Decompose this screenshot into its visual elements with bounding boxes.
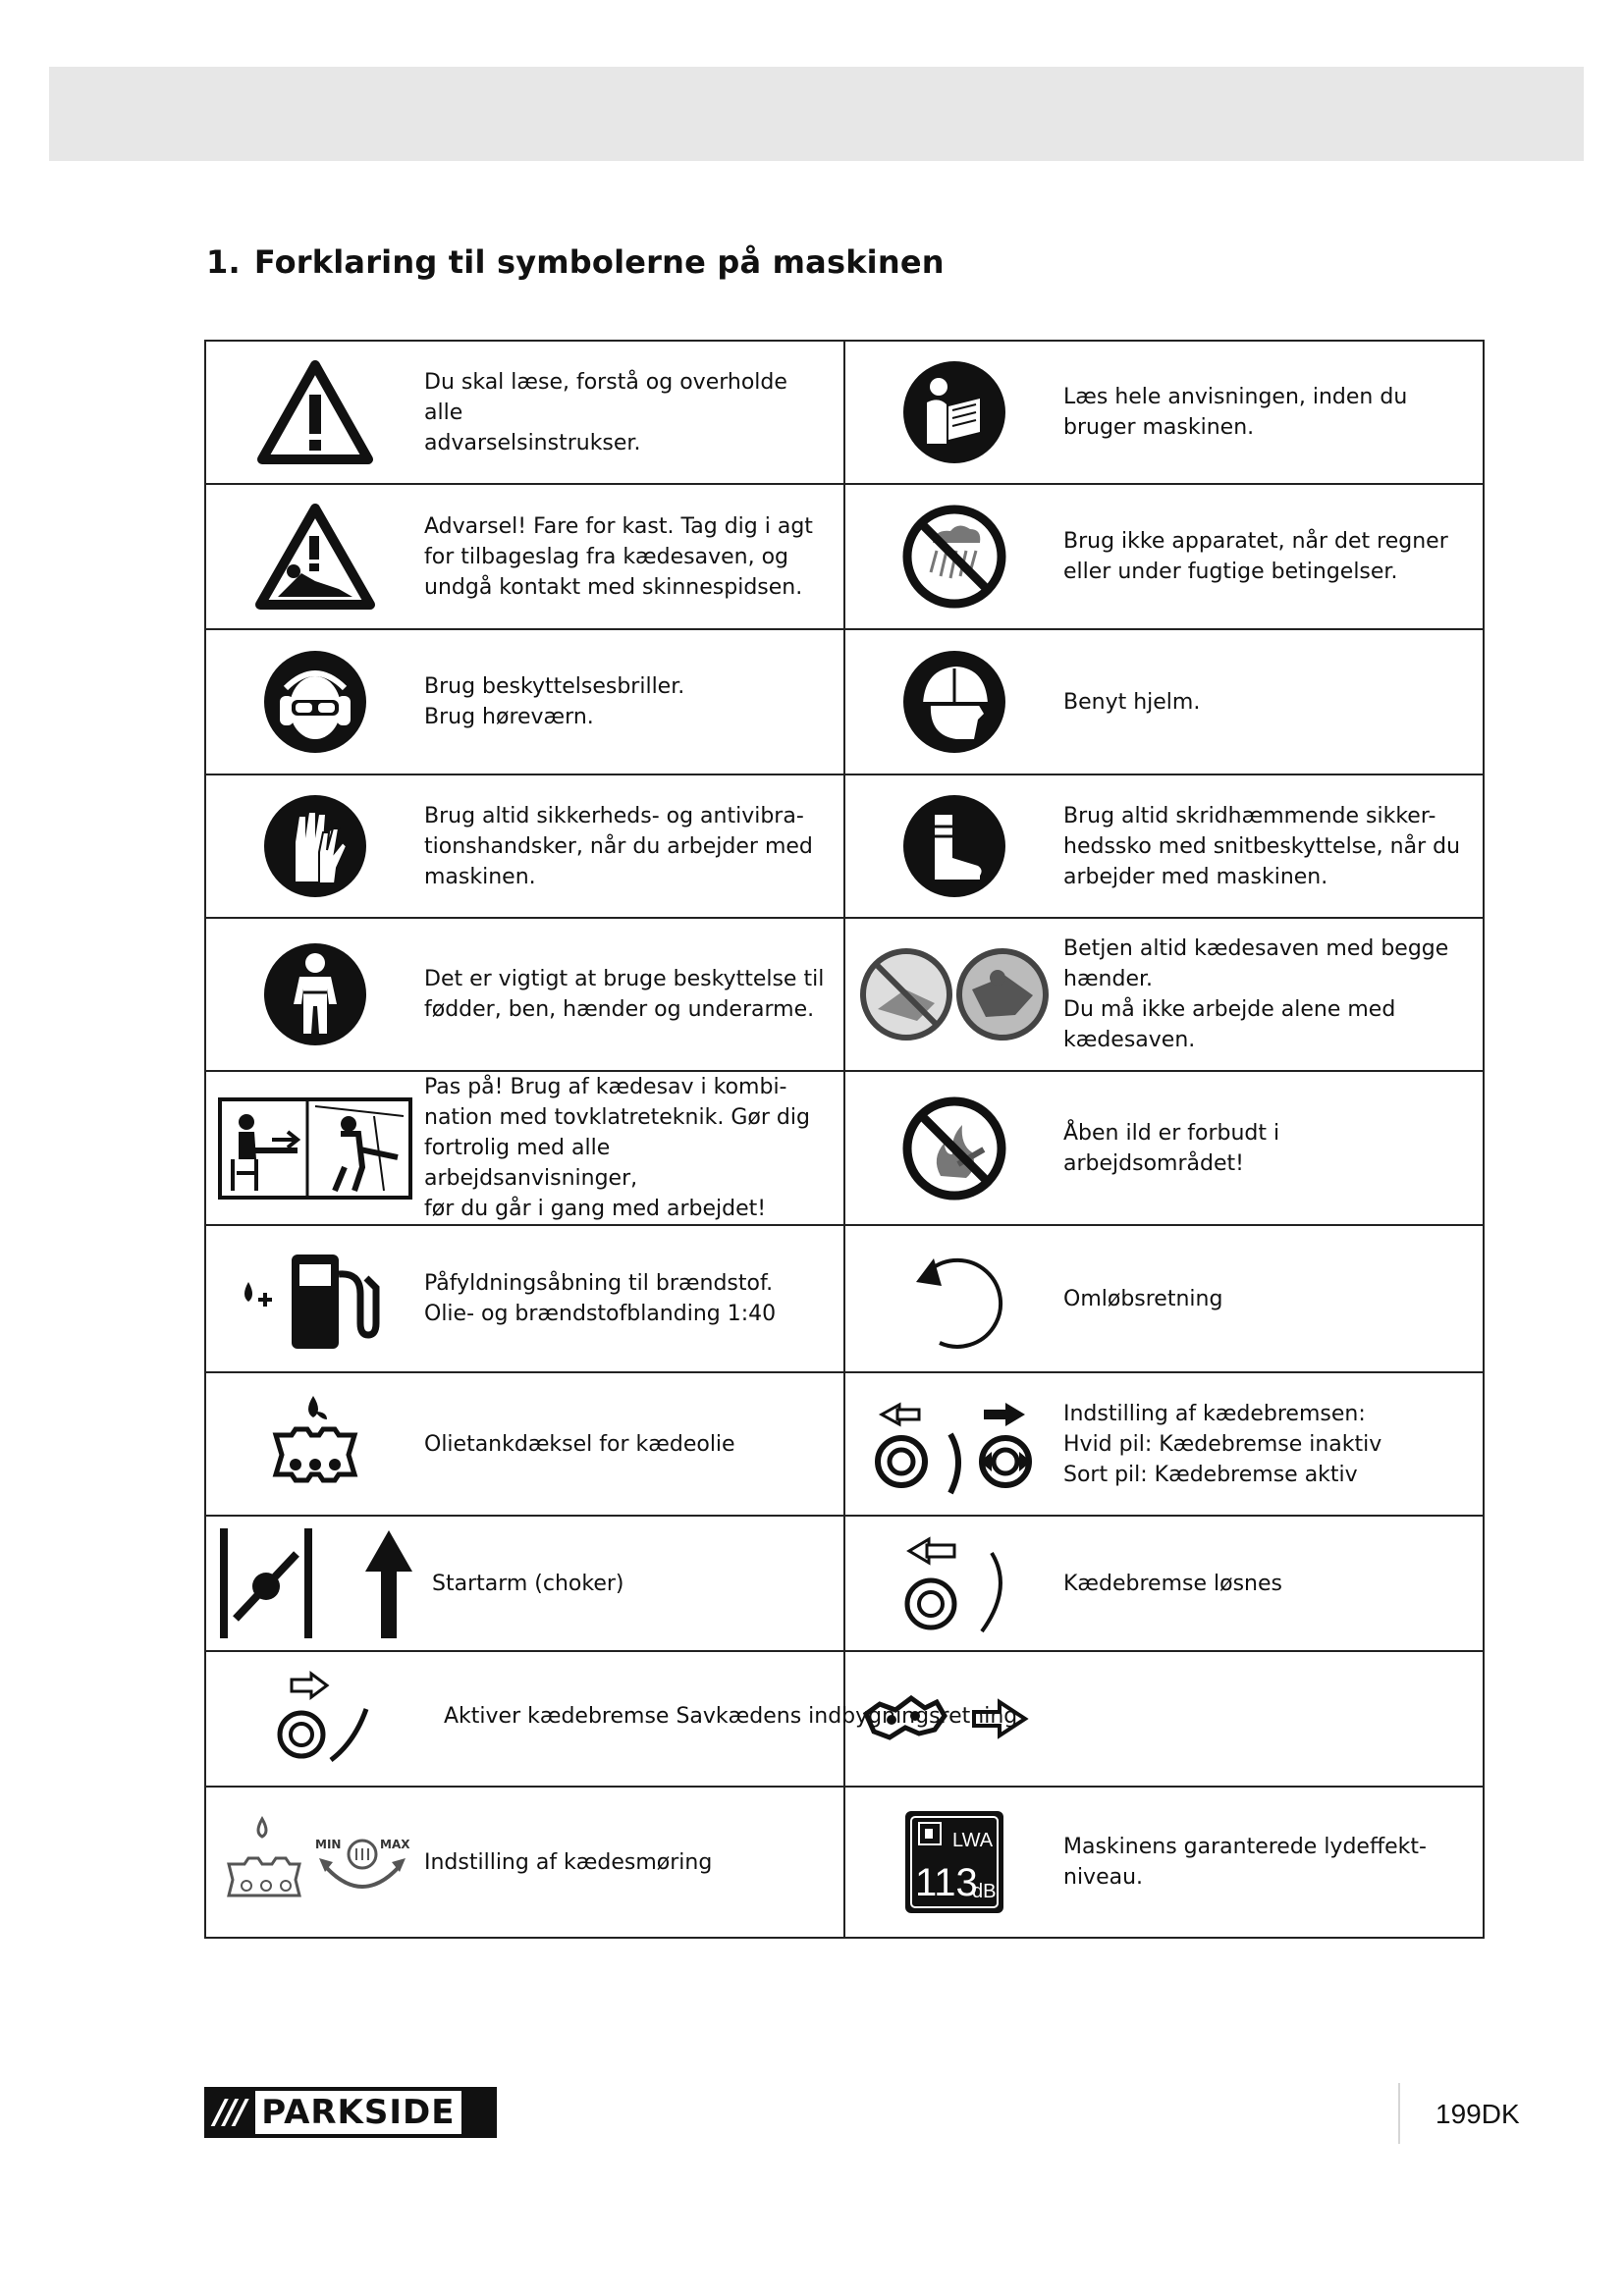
warning-triangle-icon bbox=[206, 359, 424, 465]
symbol-cell bbox=[205, 629, 844, 774]
footer-divider bbox=[1398, 2083, 1400, 2144]
symbol-cell bbox=[205, 1071, 844, 1225]
symbol-description: Brug altid skridhæmmende sikker- hedssko med snitbeskyttelse, når du arbejder med maskinen. bbox=[1063, 803, 1461, 889]
table-row bbox=[205, 1225, 1484, 1372]
symbol-description: Advarsel! Fare for kast. Tag dig i agt for tilbageslag fra kædesaven, og undgå kontakt med skinnespidsen. bbox=[424, 513, 813, 600]
no-open-fire-icon bbox=[845, 1095, 1063, 1201]
symbol-cell bbox=[844, 629, 1484, 774]
symbol-description: Maskinens garanterede lydeffekt- niveau. bbox=[1063, 1835, 1427, 1890]
lwa-label: LWA bbox=[952, 1830, 994, 1851]
helmet-icon bbox=[845, 649, 1063, 755]
symbol-description: Brug ikke apparatet, når det regner eller under fugtige betingelser. bbox=[1063, 529, 1448, 584]
chain-brake-setting-icon bbox=[845, 1391, 1063, 1497]
brake-activate-icon bbox=[206, 1670, 424, 1768]
lube-min-label: MIN bbox=[315, 1838, 342, 1851]
page-number: 199DK bbox=[1435, 2099, 1520, 2129]
table-row bbox=[205, 1372, 1484, 1516]
symbol-cell bbox=[844, 1516, 1484, 1651]
sound-unit: dB bbox=[972, 1881, 997, 1902]
parkside-logo bbox=[204, 2087, 497, 2138]
sound-power-icon bbox=[845, 1809, 1063, 1915]
symbol-description: Betjen altid kædesaven med begge hænder. Du må ikke arbejde alene med kædesaven. bbox=[1063, 936, 1449, 1052]
symbol-cell bbox=[844, 1787, 1484, 1938]
table-row bbox=[205, 918, 1484, 1071]
symbol-description: Brug altid sikkerheds- og antivibra- tionshandsker, når du arbejder med maskinen. bbox=[424, 803, 813, 889]
symbol-description: Benyt hjelm. bbox=[1063, 689, 1201, 715]
symbol-cell bbox=[205, 1372, 844, 1516]
no-rain-icon bbox=[845, 504, 1063, 610]
symbol-cell bbox=[205, 1787, 844, 1938]
table-row bbox=[205, 629, 1484, 774]
symbol-description: Kædebremse løsnes bbox=[1063, 1571, 1282, 1596]
symbol-description: Indstilling af kædesmøring bbox=[424, 1849, 713, 1875]
symbol-cell bbox=[844, 918, 1484, 1071]
symbol-description: Omløbsretning bbox=[1063, 1286, 1223, 1311]
section-number: 1. bbox=[206, 243, 241, 281]
safety-boots-icon bbox=[845, 793, 1063, 899]
symbol-cell bbox=[205, 484, 844, 629]
fuel-pump-icon bbox=[206, 1245, 424, 1353]
symbol-table bbox=[204, 340, 1485, 1939]
symbol-cell bbox=[844, 1225, 1484, 1372]
symbol-description: Indstilling af kædebremsen: Hvid pil: Kædebremse inaktiv Sort pil: Kædebremse aktiv bbox=[1063, 1401, 1382, 1487]
overflowing-description: Aktiver kædebremse Savkædens indbygningsretning bbox=[444, 1704, 1018, 1729]
symbol-description: Du skal læse, forstå og overholde alle advarselsinstrukser. bbox=[424, 369, 787, 455]
read-manual-icon bbox=[845, 359, 1063, 465]
table-row bbox=[205, 484, 1484, 629]
logo-brand: PARKSIDE bbox=[252, 2088, 463, 2137]
page-title bbox=[206, 243, 945, 281]
goggles-earmuffs-icon bbox=[206, 649, 424, 755]
symbol-description: Læs hele anvisningen, inden du bruger maskinen. bbox=[1063, 385, 1408, 440]
table-row bbox=[205, 1071, 1484, 1225]
symbol-cell bbox=[844, 1071, 1484, 1225]
symbol-cell bbox=[205, 774, 844, 918]
two-hands-icon bbox=[845, 946, 1063, 1042]
symbol-description: Olietankdæksel for kædeolie bbox=[424, 1431, 735, 1457]
symbol-description: Brug beskyttelsesbriller. Brug høreværn. bbox=[424, 674, 685, 729]
table-row bbox=[205, 1516, 1484, 1651]
symbol-description: Startarm (choker) bbox=[432, 1571, 624, 1596]
rotation-direction-icon bbox=[845, 1245, 1063, 1353]
symbol-cell bbox=[844, 341, 1484, 484]
kickback-warning-icon bbox=[206, 503, 424, 611]
table-row bbox=[205, 341, 1484, 484]
lube-max-label: MAX bbox=[380, 1838, 410, 1851]
choke-lever-icon bbox=[206, 1524, 424, 1642]
symbol-cell bbox=[205, 1516, 844, 1651]
chain-oil-cap-icon bbox=[206, 1390, 424, 1498]
rope-climbing-icon bbox=[206, 1096, 424, 1201]
brake-release-icon bbox=[845, 1529, 1063, 1637]
symbol-cell bbox=[205, 1225, 844, 1372]
symbol-description: Åben ild er forbudt i arbejdsområdet! bbox=[1063, 1120, 1280, 1176]
table-row bbox=[205, 774, 1484, 918]
logo-slashes: /// bbox=[214, 2093, 245, 2132]
symbol-description: Pas på! Brug af kædesav i kombi- nation med tovklatreteknik. Gør dig fortrolig med alle arbejdsanvisninger, før du går i gang med arbejdet! bbox=[424, 1075, 810, 1221]
sound-level-value: 113 bbox=[915, 1861, 978, 1904]
gloves-icon bbox=[206, 793, 424, 899]
header-band bbox=[49, 67, 1584, 161]
section-title: Forklaring til symbolerne på maskinen bbox=[253, 243, 945, 281]
chain-lubrication-icon bbox=[206, 1815, 424, 1909]
symbol-cell bbox=[844, 1372, 1484, 1516]
symbol-description: Det er vigtigt at bruge beskyttelse til fødder, ben, hænder og underarme. bbox=[424, 967, 825, 1022]
symbol-cell bbox=[844, 774, 1484, 918]
symbol-description: Påfyldningsåbning til brændstof. Olie- og brændstofblanding 1:40 bbox=[424, 1271, 777, 1326]
table-row bbox=[205, 1787, 1484, 1938]
protective-suit-icon bbox=[206, 941, 424, 1047]
symbol-cell bbox=[205, 341, 844, 484]
symbol-cell bbox=[844, 484, 1484, 629]
symbol-cell bbox=[205, 918, 844, 1071]
